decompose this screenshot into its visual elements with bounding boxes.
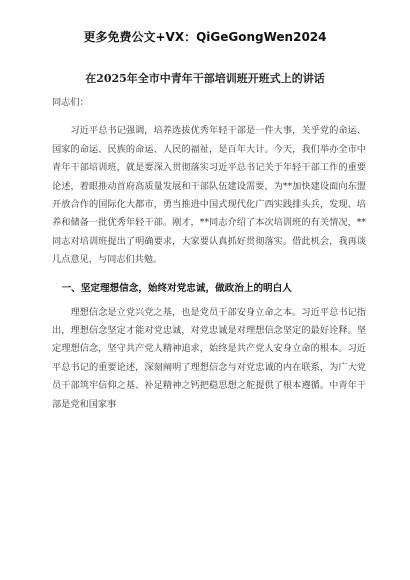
paragraph-2: 理想信念是立党兴党之基，也是党员干部安身立命之本。习近平总书记指出，理想信念坚定才能对党忠诚，对党忠诚是对理想信念坚定的最好诠释。坚定理想信念，坚守共产党人精神追求，始终是共产党人安身立命的根本。习近平总书记的重要论述，深刻阐明了理想信念与对党忠诚的内在联系，为广大党员干部筑牢信仰之基、补足精神之钙把稳思想之舵提供了根本遵循。中青年干部是党和国家事 <box>52 306 366 410</box>
watermark-header: 更多免费公文+VX：QiGeGongWen2024 <box>83 30 327 44</box>
document-title: 在2025年全市中青年干部培训班开班式上的讲话 <box>85 72 325 85</box>
document-body <box>52 92 366 414</box>
paragraph-1: 习近平总书记强调，培养选拔优秀年轻干部是一件大事，关乎党的命运、国家的命运、民族的命运、人民的福祉，是百年大计。今天，我们举办全市中青年干部培训班，就是要深入贯彻落实习近平总书记关于年轻干部工作的重要论述，着眼推动首府高质量发展和干部队伍建设需要，为**加快建设面向东盟开放合作的国际化大都市，勇当推进中国式现代化广西实践排头兵，发现、培养和储备一批优秀年轻干部。刚才，**同志介绍了本次培训班的有关情况，**同志对培训班提出了明确要求，大家要认真抓好贯彻落实。借此机会，我再谈几点意见，与同志们共勉。 <box>52 125 366 266</box>
salutation: 同志们： <box>52 97 89 108</box>
section-heading-1: 一、坚定理想信念，始终对党忠诚，做政治上的明白人 <box>61 282 292 294</box>
